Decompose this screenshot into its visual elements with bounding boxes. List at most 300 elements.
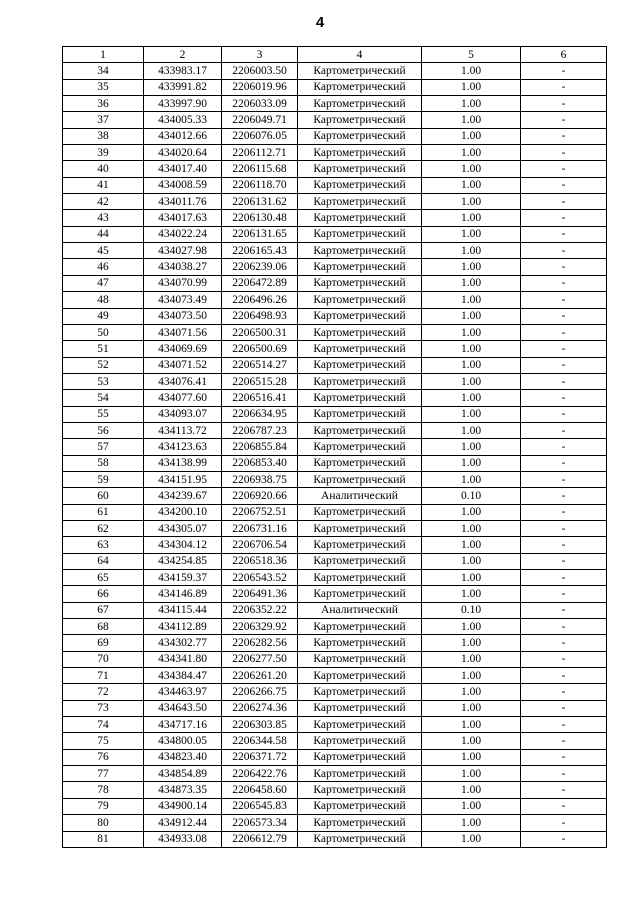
method-cell: Картометрический	[298, 700, 422, 716]
point-number-cell: 55	[63, 406, 144, 422]
description-cell: -	[521, 439, 607, 455]
accuracy-cell: 1.00	[422, 717, 521, 733]
x-coordinate-cell: 434071.52	[144, 357, 222, 373]
x-coordinate-cell: 433983.17	[144, 63, 222, 79]
accuracy-cell: 1.00	[422, 275, 521, 291]
y-coordinate-cell: 2206938.75	[222, 471, 298, 487]
method-cell: Картометрический	[298, 504, 422, 520]
x-coordinate-cell: 434159.37	[144, 570, 222, 586]
table-row	[63, 570, 607, 586]
method-cell: Картометрический	[298, 145, 422, 161]
point-number-cell: 75	[63, 733, 144, 749]
y-coordinate-cell: 2206329.92	[222, 619, 298, 635]
table-row	[63, 128, 607, 144]
point-number-cell: 62	[63, 520, 144, 536]
method-cell: Картометрический	[298, 422, 422, 438]
x-coordinate-cell: 434112.89	[144, 619, 222, 635]
accuracy-cell: 1.00	[422, 226, 521, 242]
x-coordinate-cell: 434873.35	[144, 782, 222, 798]
description-cell: -	[521, 357, 607, 373]
description-cell: -	[521, 471, 607, 487]
accuracy-cell: 1.00	[422, 79, 521, 95]
point-number-cell: 50	[63, 324, 144, 340]
method-cell: Картометрический	[298, 570, 422, 586]
description-cell: -	[521, 700, 607, 716]
y-coordinate-cell: 2206920.66	[222, 488, 298, 504]
table-row	[63, 63, 607, 79]
description-cell: -	[521, 161, 607, 177]
description-cell: -	[521, 488, 607, 504]
accuracy-cell: 1.00	[422, 619, 521, 635]
method-cell: Картометрический	[298, 243, 422, 259]
x-coordinate-cell: 434012.66	[144, 128, 222, 144]
method-cell: Картометрический	[298, 194, 422, 210]
point-number-cell: 67	[63, 602, 144, 618]
table-row	[63, 357, 607, 373]
method-cell: Картометрический	[298, 161, 422, 177]
method-cell: Картометрический	[298, 684, 422, 700]
point-number-cell: 39	[63, 145, 144, 161]
point-number-cell: 79	[63, 798, 144, 814]
method-cell: Картометрический	[298, 553, 422, 569]
accuracy-cell: 1.00	[422, 308, 521, 324]
column-header: 2	[144, 47, 222, 63]
x-coordinate-cell: 434200.10	[144, 504, 222, 520]
point-number-cell: 53	[63, 373, 144, 389]
description-cell: -	[521, 537, 607, 553]
description-cell: -	[521, 455, 607, 471]
description-cell: -	[521, 390, 607, 406]
x-coordinate-cell: 434071.56	[144, 324, 222, 340]
y-coordinate-cell: 2206274.36	[222, 700, 298, 716]
table-row	[63, 700, 607, 716]
method-cell: Аналитический	[298, 602, 422, 618]
y-coordinate-cell: 2206277.50	[222, 651, 298, 667]
table-row	[63, 471, 607, 487]
y-coordinate-cell: 2206303.85	[222, 717, 298, 733]
description-cell: -	[521, 324, 607, 340]
point-number-cell: 51	[63, 341, 144, 357]
method-cell: Картометрический	[298, 668, 422, 684]
description-cell: -	[521, 210, 607, 226]
table-row	[63, 373, 607, 389]
table-row	[63, 668, 607, 684]
y-coordinate-cell: 2206118.70	[222, 177, 298, 193]
accuracy-cell: 1.00	[422, 749, 521, 765]
table-row	[63, 504, 607, 520]
y-coordinate-cell: 2206130.48	[222, 210, 298, 226]
point-number-cell: 45	[63, 243, 144, 259]
point-number-cell: 36	[63, 96, 144, 112]
table-row	[63, 766, 607, 782]
table-row	[63, 831, 607, 847]
accuracy-cell: 1.00	[422, 406, 521, 422]
column-header: 3	[222, 47, 298, 63]
description-cell: -	[521, 226, 607, 242]
description-cell: -	[521, 504, 607, 520]
y-coordinate-cell: 2206498.93	[222, 308, 298, 324]
description-cell: -	[521, 406, 607, 422]
description-cell: -	[521, 145, 607, 161]
x-coordinate-cell: 434341.80	[144, 651, 222, 667]
y-coordinate-cell: 2206458.60	[222, 782, 298, 798]
y-coordinate-cell: 2206787.23	[222, 422, 298, 438]
table-row	[63, 390, 607, 406]
y-coordinate-cell: 2206543.52	[222, 570, 298, 586]
method-cell: Картометрический	[298, 341, 422, 357]
table-row	[63, 520, 607, 536]
method-cell: Картометрический	[298, 275, 422, 291]
x-coordinate-cell: 434146.89	[144, 586, 222, 602]
point-number-cell: 69	[63, 635, 144, 651]
x-coordinate-cell: 434933.08	[144, 831, 222, 847]
table-row	[63, 439, 607, 455]
method-cell: Картометрический	[298, 390, 422, 406]
y-coordinate-cell: 2206515.28	[222, 373, 298, 389]
point-number-cell: 44	[63, 226, 144, 242]
x-coordinate-cell: 434463.97	[144, 684, 222, 700]
description-cell: -	[521, 275, 607, 291]
y-coordinate-cell: 2206115.68	[222, 161, 298, 177]
point-number-cell: 61	[63, 504, 144, 520]
table-row	[63, 651, 607, 667]
table-header-row	[63, 47, 607, 63]
accuracy-cell: 0.10	[422, 488, 521, 504]
method-cell: Картометрический	[298, 112, 422, 128]
method-cell: Картометрический	[298, 537, 422, 553]
y-coordinate-cell: 2206003.50	[222, 63, 298, 79]
y-coordinate-cell: 2206516.41	[222, 390, 298, 406]
description-cell: -	[521, 651, 607, 667]
accuracy-cell: 1.00	[422, 684, 521, 700]
page-number: 4	[315, 14, 325, 31]
table-row	[63, 749, 607, 765]
x-coordinate-cell: 433997.90	[144, 96, 222, 112]
x-coordinate-cell: 434717.16	[144, 717, 222, 733]
point-number-cell: 43	[63, 210, 144, 226]
x-coordinate-cell: 434912.44	[144, 815, 222, 831]
table-row	[63, 782, 607, 798]
table-row	[63, 684, 607, 700]
method-cell: Картометрический	[298, 210, 422, 226]
table-row	[63, 161, 607, 177]
method-cell: Картометрический	[298, 831, 422, 847]
y-coordinate-cell: 2206019.96	[222, 79, 298, 95]
x-coordinate-cell: 434069.69	[144, 341, 222, 357]
y-coordinate-cell: 2206855.84	[222, 439, 298, 455]
method-cell: Картометрический	[298, 357, 422, 373]
coordinates-table	[62, 46, 607, 848]
table-row	[63, 798, 607, 814]
point-number-cell: 59	[63, 471, 144, 487]
x-coordinate-cell: 434123.63	[144, 439, 222, 455]
method-cell: Картометрический	[298, 128, 422, 144]
description-cell: -	[521, 194, 607, 210]
x-coordinate-cell: 434073.50	[144, 308, 222, 324]
point-number-cell: 34	[63, 63, 144, 79]
x-coordinate-cell: 434005.33	[144, 112, 222, 128]
x-coordinate-cell: 434113.72	[144, 422, 222, 438]
table-row	[63, 619, 607, 635]
method-cell: Картометрический	[298, 749, 422, 765]
accuracy-cell: 1.00	[422, 422, 521, 438]
point-number-cell: 35	[63, 79, 144, 95]
table-row	[63, 406, 607, 422]
y-coordinate-cell: 2206731.16	[222, 520, 298, 536]
x-coordinate-cell: 434017.63	[144, 210, 222, 226]
accuracy-cell: 1.00	[422, 570, 521, 586]
description-cell: -	[521, 553, 607, 569]
description-cell: -	[521, 815, 607, 831]
y-coordinate-cell: 2206573.34	[222, 815, 298, 831]
point-number-cell: 41	[63, 177, 144, 193]
table-row	[63, 275, 607, 291]
description-cell: -	[521, 766, 607, 782]
point-number-cell: 71	[63, 668, 144, 684]
point-number-cell: 73	[63, 700, 144, 716]
accuracy-cell: 1.00	[422, 504, 521, 520]
description-cell: -	[521, 668, 607, 684]
x-coordinate-cell: 434027.98	[144, 243, 222, 259]
x-coordinate-cell: 434823.40	[144, 749, 222, 765]
y-coordinate-cell: 2206518.36	[222, 553, 298, 569]
table-body	[63, 63, 607, 848]
point-number-cell: 48	[63, 292, 144, 308]
description-cell: -	[521, 422, 607, 438]
accuracy-cell: 1.00	[422, 112, 521, 128]
y-coordinate-cell: 2206500.31	[222, 324, 298, 340]
x-coordinate-cell: 434077.60	[144, 390, 222, 406]
description-cell: -	[521, 520, 607, 536]
description-cell: -	[521, 341, 607, 357]
description-cell: -	[521, 782, 607, 798]
point-number-cell: 65	[63, 570, 144, 586]
table-row	[63, 733, 607, 749]
table-row	[63, 112, 607, 128]
table-row	[63, 602, 607, 618]
description-cell: -	[521, 373, 607, 389]
x-coordinate-cell: 434011.76	[144, 194, 222, 210]
method-cell: Картометрический	[298, 471, 422, 487]
y-coordinate-cell: 2206131.62	[222, 194, 298, 210]
x-coordinate-cell: 434093.07	[144, 406, 222, 422]
description-cell: -	[521, 570, 607, 586]
point-number-cell: 38	[63, 128, 144, 144]
table-row	[63, 259, 607, 275]
accuracy-cell: 1.00	[422, 782, 521, 798]
method-cell: Картометрический	[298, 782, 422, 798]
accuracy-cell: 1.00	[422, 553, 521, 569]
accuracy-cell: 1.00	[422, 259, 521, 275]
table-row	[63, 553, 607, 569]
x-coordinate-cell: 434254.85	[144, 553, 222, 569]
accuracy-cell: 0.10	[422, 602, 521, 618]
method-cell: Картометрический	[298, 373, 422, 389]
y-coordinate-cell: 2206049.71	[222, 112, 298, 128]
description-cell: -	[521, 684, 607, 700]
description-cell: -	[521, 749, 607, 765]
y-coordinate-cell: 2206496.26	[222, 292, 298, 308]
accuracy-cell: 1.00	[422, 145, 521, 161]
method-cell: Картометрический	[298, 96, 422, 112]
description-cell: -	[521, 619, 607, 635]
accuracy-cell: 1.00	[422, 668, 521, 684]
y-coordinate-cell: 2206282.56	[222, 635, 298, 651]
accuracy-cell: 1.00	[422, 537, 521, 553]
description-cell: -	[521, 831, 607, 847]
point-number-cell: 66	[63, 586, 144, 602]
x-coordinate-cell: 434800.05	[144, 733, 222, 749]
method-cell: Аналитический	[298, 488, 422, 504]
accuracy-cell: 1.00	[422, 733, 521, 749]
description-cell: -	[521, 96, 607, 112]
point-number-cell: 60	[63, 488, 144, 504]
x-coordinate-cell: 434008.59	[144, 177, 222, 193]
y-coordinate-cell: 2206514.27	[222, 357, 298, 373]
x-coordinate-cell: 434302.77	[144, 635, 222, 651]
table-row	[63, 717, 607, 733]
accuracy-cell: 1.00	[422, 471, 521, 487]
x-coordinate-cell: 434384.47	[144, 668, 222, 684]
method-cell: Картометрический	[298, 259, 422, 275]
x-coordinate-cell: 434017.40	[144, 161, 222, 177]
point-number-cell: 49	[63, 308, 144, 324]
column-header: 5	[422, 47, 521, 63]
accuracy-cell: 1.00	[422, 766, 521, 782]
y-coordinate-cell: 2206472.89	[222, 275, 298, 291]
table-row	[63, 226, 607, 242]
y-coordinate-cell: 2206165.43	[222, 243, 298, 259]
y-coordinate-cell: 2206500.69	[222, 341, 298, 357]
y-coordinate-cell: 2206076.05	[222, 128, 298, 144]
method-cell: Картометрический	[298, 439, 422, 455]
x-coordinate-cell: 434304.12	[144, 537, 222, 553]
y-coordinate-cell: 2206853.40	[222, 455, 298, 471]
point-number-cell: 63	[63, 537, 144, 553]
table-row	[63, 210, 607, 226]
accuracy-cell: 1.00	[422, 439, 521, 455]
y-coordinate-cell: 2206634.95	[222, 406, 298, 422]
description-cell: -	[521, 635, 607, 651]
accuracy-cell: 1.00	[422, 635, 521, 651]
y-coordinate-cell: 2206371.72	[222, 749, 298, 765]
y-coordinate-cell: 2206261.20	[222, 668, 298, 684]
table-row	[63, 422, 607, 438]
method-cell: Картометрический	[298, 292, 422, 308]
description-cell: -	[521, 717, 607, 733]
table-row	[63, 455, 607, 471]
y-coordinate-cell: 2206344.58	[222, 733, 298, 749]
y-coordinate-cell: 2206752.51	[222, 504, 298, 520]
point-number-cell: 72	[63, 684, 144, 700]
accuracy-cell: 1.00	[422, 390, 521, 406]
table-row	[63, 79, 607, 95]
y-coordinate-cell: 2206352.22	[222, 602, 298, 618]
y-coordinate-cell: 2206033.09	[222, 96, 298, 112]
method-cell: Картометрический	[298, 733, 422, 749]
point-number-cell: 64	[63, 553, 144, 569]
y-coordinate-cell: 2206491.36	[222, 586, 298, 602]
method-cell: Картометрический	[298, 766, 422, 782]
point-number-cell: 81	[63, 831, 144, 847]
method-cell: Картометрический	[298, 79, 422, 95]
y-coordinate-cell: 2206266.75	[222, 684, 298, 700]
point-number-cell: 80	[63, 815, 144, 831]
point-number-cell: 42	[63, 194, 144, 210]
x-coordinate-cell: 434138.99	[144, 455, 222, 471]
column-header: 6	[521, 47, 607, 63]
point-number-cell: 70	[63, 651, 144, 667]
accuracy-cell: 1.00	[422, 96, 521, 112]
method-cell: Картометрический	[298, 177, 422, 193]
accuracy-cell: 1.00	[422, 357, 521, 373]
description-cell: -	[521, 112, 607, 128]
point-number-cell: 37	[63, 112, 144, 128]
point-number-cell: 54	[63, 390, 144, 406]
table-row	[63, 324, 607, 340]
x-coordinate-cell: 434305.07	[144, 520, 222, 536]
accuracy-cell: 1.00	[422, 194, 521, 210]
table-row	[63, 145, 607, 161]
accuracy-cell: 1.00	[422, 798, 521, 814]
accuracy-cell: 1.00	[422, 700, 521, 716]
x-coordinate-cell: 434854.89	[144, 766, 222, 782]
accuracy-cell: 1.00	[422, 177, 521, 193]
point-number-cell: 58	[63, 455, 144, 471]
x-coordinate-cell: 434076.41	[144, 373, 222, 389]
accuracy-cell: 1.00	[422, 815, 521, 831]
table-row	[63, 488, 607, 504]
description-cell: -	[521, 292, 607, 308]
point-number-cell: 76	[63, 749, 144, 765]
y-coordinate-cell: 2206706.54	[222, 537, 298, 553]
y-coordinate-cell: 2206612.79	[222, 831, 298, 847]
method-cell: Картометрический	[298, 815, 422, 831]
description-cell: -	[521, 128, 607, 144]
description-cell: -	[521, 602, 607, 618]
accuracy-cell: 1.00	[422, 210, 521, 226]
accuracy-cell: 1.00	[422, 520, 521, 536]
table-row	[63, 537, 607, 553]
table-row	[63, 815, 607, 831]
table-row	[63, 635, 607, 651]
description-cell: -	[521, 798, 607, 814]
y-coordinate-cell: 2206112.71	[222, 145, 298, 161]
method-cell: Картометрический	[298, 520, 422, 536]
method-cell: Картометрический	[298, 798, 422, 814]
x-coordinate-cell: 434020.64	[144, 145, 222, 161]
x-coordinate-cell: 434643.50	[144, 700, 222, 716]
table-row	[63, 96, 607, 112]
accuracy-cell: 1.00	[422, 128, 521, 144]
description-cell: -	[521, 259, 607, 275]
description-cell: -	[521, 308, 607, 324]
description-cell: -	[521, 177, 607, 193]
description-cell: -	[521, 243, 607, 259]
column-header: 4	[298, 47, 422, 63]
description-cell: -	[521, 733, 607, 749]
method-cell: Картометрический	[298, 406, 422, 422]
table-row	[63, 243, 607, 259]
accuracy-cell: 1.00	[422, 373, 521, 389]
table-row	[63, 308, 607, 324]
point-number-cell: 78	[63, 782, 144, 798]
x-coordinate-cell: 434070.99	[144, 275, 222, 291]
x-coordinate-cell: 434038.27	[144, 259, 222, 275]
method-cell: Картометрический	[298, 63, 422, 79]
accuracy-cell: 1.00	[422, 324, 521, 340]
method-cell: Картометрический	[298, 586, 422, 602]
